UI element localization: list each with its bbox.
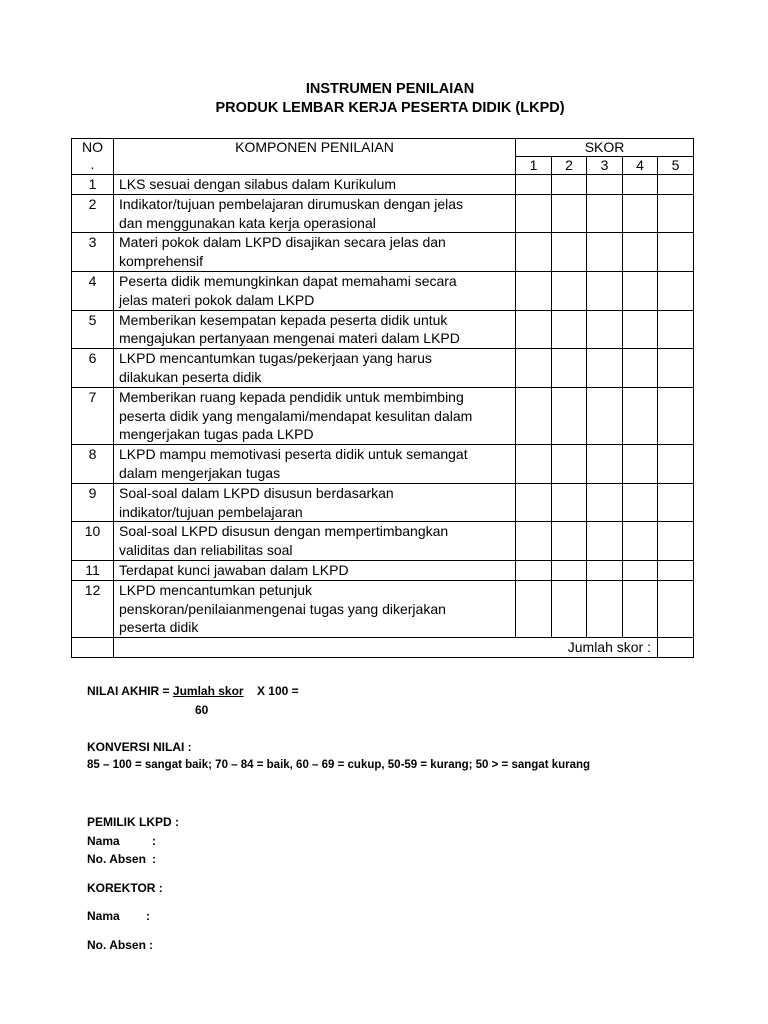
component-line: Materi pokok dalam LKPD disajikan secara jelas dan bbox=[119, 234, 446, 251]
score-cell[interactable] bbox=[552, 349, 587, 388]
score-cell[interactable] bbox=[623, 483, 658, 522]
score-cell[interactable] bbox=[623, 310, 658, 349]
row-number: 12 bbox=[72, 580, 114, 637]
total-score-cell[interactable] bbox=[658, 638, 694, 658]
component-text bbox=[114, 580, 516, 637]
score-cell[interactable] bbox=[658, 483, 694, 522]
score-cell[interactable] bbox=[658, 271, 694, 310]
score-cell[interactable] bbox=[516, 194, 552, 233]
row-number: 9 bbox=[72, 483, 114, 522]
component-text bbox=[114, 445, 516, 484]
row-number: 11 bbox=[72, 560, 114, 580]
score-cell[interactable] bbox=[516, 310, 552, 349]
component-line: validitas dan reliabilitas soal bbox=[119, 542, 293, 559]
assessment-table bbox=[71, 138, 694, 658]
score-cell[interactable] bbox=[552, 445, 587, 484]
component-text bbox=[114, 194, 516, 233]
total-blank-cell bbox=[72, 638, 114, 658]
component-line: Indikator/tujuan pembelajaran dirumuskan dengan jelas bbox=[119, 195, 463, 212]
score-cell[interactable] bbox=[623, 271, 658, 310]
score-cell[interactable] bbox=[623, 445, 658, 484]
score-cell[interactable] bbox=[623, 194, 658, 233]
score-cell[interactable] bbox=[516, 483, 552, 522]
table-row bbox=[72, 175, 694, 195]
component-text bbox=[114, 483, 516, 522]
score-cell[interactable] bbox=[552, 560, 587, 580]
component-text bbox=[114, 271, 516, 310]
row-number: 2 bbox=[72, 194, 114, 233]
component-line: indikator/tujuan pembelajaran bbox=[119, 503, 303, 520]
score-cell[interactable] bbox=[516, 580, 552, 637]
score-cell[interactable] bbox=[623, 349, 658, 388]
score-cell[interactable] bbox=[552, 271, 587, 310]
component-line: dan menggunakan kata kerja operasional bbox=[119, 214, 376, 231]
row-number: 10 bbox=[72, 522, 114, 561]
corrector-absen-label: No. Absen bbox=[87, 938, 146, 952]
score-column-label: 1 bbox=[516, 157, 552, 175]
score-cell[interactable] bbox=[552, 233, 587, 272]
component-line: Memberikan kesempatan kepada peserta didik untuk bbox=[119, 311, 448, 328]
score-cell[interactable] bbox=[552, 387, 587, 444]
corrector-label: KOREKTOR : bbox=[87, 881, 163, 895]
score-cell[interactable] bbox=[658, 560, 694, 580]
component-text bbox=[114, 560, 516, 580]
component-text bbox=[114, 175, 516, 195]
score-cell[interactable] bbox=[516, 233, 552, 272]
formula-multiplier: X 100 = bbox=[256, 684, 299, 698]
component-line: LKS sesuai dengan silabus dalam Kurikulum bbox=[119, 176, 397, 192]
row-number: 7 bbox=[72, 387, 114, 444]
table-row bbox=[72, 271, 694, 310]
table-row bbox=[72, 580, 694, 637]
corrector-absen-colon: : bbox=[149, 938, 153, 952]
score-cell[interactable] bbox=[623, 522, 658, 561]
component-line: komprehensif bbox=[119, 253, 204, 270]
score-cell[interactable] bbox=[623, 233, 658, 272]
score-cell[interactable] bbox=[516, 445, 552, 484]
table-row bbox=[72, 560, 694, 580]
conversion-label: KONVERSI NILAI : bbox=[87, 740, 192, 754]
component-line: peserta didik bbox=[119, 619, 199, 636]
final-score-formula bbox=[87, 684, 299, 698]
table-row bbox=[72, 233, 694, 272]
conversion-text: 85 – 100 = sangat baik; 70 – 84 = baik, 60 – 69 = cukup, 50-59 = kurang; 50 > = sangat kurang bbox=[87, 759, 591, 771]
score-cell[interactable] bbox=[623, 175, 658, 195]
owner-label: PEMILIK LKPD : bbox=[87, 815, 179, 829]
table-row bbox=[72, 522, 694, 561]
table-row bbox=[72, 310, 694, 349]
table-header-row bbox=[72, 139, 694, 157]
score-cell[interactable] bbox=[587, 271, 623, 310]
score-cell[interactable] bbox=[658, 175, 694, 195]
score-cell[interactable] bbox=[658, 349, 694, 388]
component-text bbox=[114, 522, 516, 561]
row-number: 1 bbox=[72, 175, 114, 195]
score-cell[interactable] bbox=[552, 522, 587, 561]
component-line: mengerjakan tugas pada LKPD bbox=[119, 426, 314, 443]
component-line: LKPD mampu memotivasi peserta didik untuk semangat bbox=[119, 446, 468, 463]
final-score-label: NILAI AKHIR = bbox=[87, 684, 173, 698]
document-title: INSTRUMEN PENILAIAN bbox=[305, 81, 475, 97]
component-line: LKPD mencantumkan tugas/pekerjaan yang harus bbox=[119, 350, 432, 367]
table-row bbox=[72, 445, 694, 484]
owner-absen-label: No. Absen bbox=[87, 852, 146, 866]
owner-name-label: Nama bbox=[87, 834, 120, 848]
corrector-name-label: Nama bbox=[87, 909, 120, 923]
component-line: mengajukan pertanyaan mengenai materi dalam LKPD bbox=[119, 330, 460, 347]
score-cell[interactable] bbox=[587, 233, 623, 272]
component-text bbox=[114, 310, 516, 349]
owner-name-colon: : bbox=[152, 834, 156, 848]
score-cell[interactable] bbox=[587, 349, 623, 388]
score-cell[interactable] bbox=[587, 522, 623, 561]
score-cell[interactable] bbox=[552, 175, 587, 195]
score-cell[interactable] bbox=[552, 580, 587, 637]
score-cell[interactable] bbox=[623, 580, 658, 637]
component-line: LKPD mencantumkan petunjuk bbox=[119, 581, 312, 598]
score-cell[interactable] bbox=[587, 483, 623, 522]
score-cell[interactable] bbox=[552, 483, 587, 522]
score-cell[interactable] bbox=[623, 387, 658, 444]
score-cell[interactable] bbox=[658, 310, 694, 349]
formula-denominator: 60 bbox=[195, 703, 209, 717]
header-component: KOMPONEN PENILAIAN bbox=[114, 139, 516, 175]
score-cell[interactable] bbox=[658, 387, 694, 444]
score-column-label: 5 bbox=[658, 157, 694, 175]
corrector-name-colon: : bbox=[146, 909, 150, 923]
component-line: jelas materi pokok dalam LKPD bbox=[119, 291, 315, 308]
component-line: Soal-soal dalam LKPD disusun berdasarkan bbox=[119, 484, 394, 501]
score-cell[interactable] bbox=[516, 522, 552, 561]
component-line: Soal-soal LKPD disusun dengan mempertimbangkan bbox=[119, 523, 449, 540]
score-cell[interactable] bbox=[658, 522, 694, 561]
score-column-label: 4 bbox=[623, 157, 658, 175]
score-cell[interactable] bbox=[516, 349, 552, 388]
score-cell[interactable] bbox=[587, 560, 623, 580]
score-cell[interactable] bbox=[587, 387, 623, 444]
score-cell[interactable] bbox=[552, 194, 587, 233]
component-line: Memberikan ruang kepada pendidik untuk membimbing bbox=[119, 388, 464, 405]
header-score: SKOR bbox=[516, 139, 694, 157]
component-text bbox=[114, 349, 516, 388]
component-text bbox=[114, 233, 516, 272]
score-cell[interactable] bbox=[552, 310, 587, 349]
component-line: Peserta didik memungkinkan dapat memahami secara bbox=[119, 272, 457, 289]
table-row bbox=[72, 194, 694, 233]
formula-numerator: Jumlah skor bbox=[172, 684, 244, 698]
row-number: 5 bbox=[72, 310, 114, 349]
score-cell[interactable] bbox=[658, 233, 694, 272]
score-cell[interactable] bbox=[516, 560, 552, 580]
total-row bbox=[72, 638, 694, 658]
table-row bbox=[72, 349, 694, 388]
table-row bbox=[72, 387, 694, 444]
score-cell[interactable] bbox=[658, 445, 694, 484]
table-row bbox=[72, 483, 694, 522]
component-line: penskoran/penilaianmengenai tugas yang dikerjakan bbox=[119, 600, 446, 617]
row-number: 3 bbox=[72, 233, 114, 272]
score-cell[interactable] bbox=[658, 580, 694, 637]
document-subtitle: PRODUK LEMBAR KERJA PESERTA DIDIK (LKPD) bbox=[215, 100, 565, 116]
component-line: dalam mengerjakan tugas bbox=[119, 464, 281, 481]
row-number: 4 bbox=[72, 271, 114, 310]
score-cell[interactable] bbox=[516, 175, 552, 195]
score-cell[interactable] bbox=[587, 310, 623, 349]
score-cell[interactable] bbox=[587, 445, 623, 484]
owner-absen-colon: : bbox=[152, 852, 156, 866]
component-line: dilakukan peserta didik bbox=[119, 368, 262, 385]
component-text bbox=[114, 387, 516, 444]
score-cell[interactable] bbox=[587, 175, 623, 195]
score-column-label: 3 bbox=[587, 157, 623, 175]
component-line: Terdapat kunci jawaban dalam LKPD bbox=[119, 561, 349, 578]
score-cell[interactable] bbox=[516, 387, 552, 444]
row-number: 6 bbox=[72, 349, 114, 388]
score-cell[interactable] bbox=[587, 580, 623, 637]
component-line: peserta didik yang mengalami/mendapat kesulitan dalam bbox=[119, 407, 473, 424]
total-score-label: Jumlah skor : bbox=[114, 638, 658, 658]
score-cell[interactable] bbox=[516, 271, 552, 310]
row-number: 8 bbox=[72, 445, 114, 484]
score-column-label: 2 bbox=[552, 157, 587, 175]
score-cell[interactable] bbox=[587, 194, 623, 233]
score-cell[interactable] bbox=[623, 560, 658, 580]
score-cell[interactable] bbox=[658, 194, 694, 233]
header-no: NO . bbox=[72, 139, 114, 175]
